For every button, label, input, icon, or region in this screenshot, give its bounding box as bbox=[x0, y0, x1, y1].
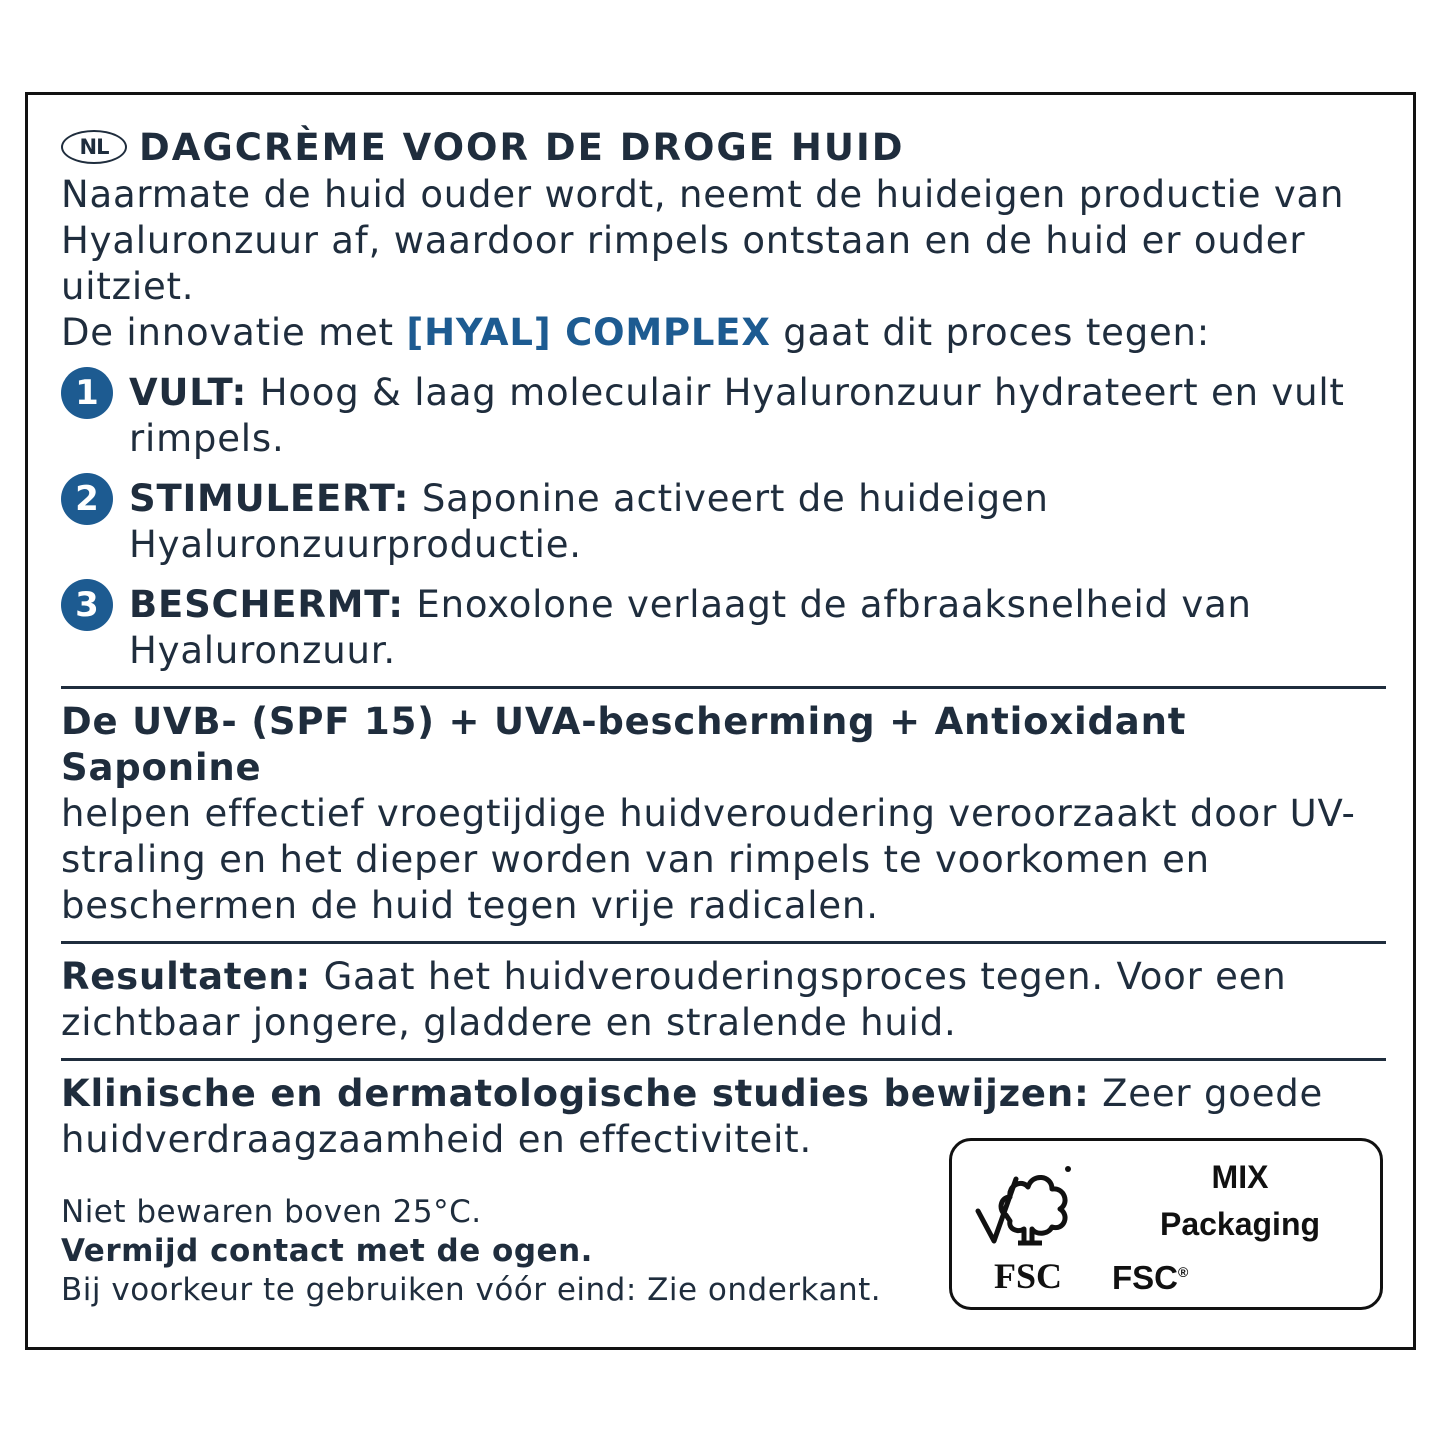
divider bbox=[61, 1058, 1386, 1061]
registered-mark: ® bbox=[1178, 1264, 1189, 1280]
label-content bbox=[61, 122, 1391, 1163]
step-description: Hoog & laag moleculair Hyaluronzuur hydrateert en vult rimpels. bbox=[129, 371, 1345, 460]
divider bbox=[61, 686, 1386, 689]
fsc-logo-text: FSC bbox=[994, 1256, 1063, 1296]
title-row bbox=[61, 122, 1391, 172]
eye-warning: Vermijd contact met de ogen. bbox=[61, 1233, 593, 1269]
step-text bbox=[129, 476, 1379, 568]
step-label: VULT: bbox=[129, 371, 248, 414]
fsc-certification-box bbox=[949, 1138, 1383, 1310]
innovation-prefix: De innovatie met bbox=[61, 311, 407, 354]
step-item bbox=[61, 476, 1391, 568]
storage-note: Niet bewaren boven 25°C. bbox=[61, 1194, 482, 1230]
results-text bbox=[61, 954, 1391, 1046]
step-item bbox=[61, 582, 1391, 674]
step-description: Enoxolone verlaagt de afbraaksnelheid van Hyaluronzuur. bbox=[129, 583, 1252, 672]
results-description: Gaat het huidverouderingsproces tegen. Voor een zichtbaar jongere, gladdere en stralende huid. bbox=[61, 955, 1287, 1044]
fsc-mix-label: MIX bbox=[1211, 1159, 1269, 1195]
fsc-tree-check-icon bbox=[972, 1159, 1082, 1254]
product-title: DAGCRÈME VOOR DE DROGE HUID bbox=[139, 125, 905, 169]
step-text bbox=[129, 370, 1379, 462]
language-badge: NL bbox=[61, 130, 127, 164]
step-item bbox=[61, 370, 1391, 462]
footer-notes bbox=[61, 1193, 881, 1310]
step-number-badge: 1 bbox=[61, 367, 113, 419]
step-number-badge: 2 bbox=[61, 473, 113, 525]
innovation-line bbox=[61, 310, 1391, 356]
step-label: BESCHERMT: bbox=[129, 583, 404, 626]
intro-text: Naarmate de huid ouder wordt, neemt de huideigen productie van Hyaluronzuur af, waardoor rimpels ontstaan en de huid er ouder uitziet. bbox=[61, 173, 1345, 308]
fsc-packaging-label: Packaging bbox=[1159, 1206, 1321, 1242]
step-number-badge: 3 bbox=[61, 579, 113, 631]
studies-description: Zeer goede huidverdraagzaamheid en effectiviteit. bbox=[61, 1072, 1324, 1161]
hyal-complex-highlight: [HYAL] COMPLEX bbox=[406, 311, 771, 354]
step-text bbox=[129, 582, 1379, 674]
protection-heading: De UVB- (SPF 15) + UVA-bescherming + Antioxidant Saponine bbox=[61, 700, 1187, 789]
results-label: Resultaten: bbox=[61, 955, 312, 998]
fsc-label bbox=[1150, 1155, 1330, 1249]
innovation-suffix: gaat dit proces tegen: bbox=[770, 311, 1211, 354]
step-label: STIMULEERT: bbox=[129, 477, 410, 520]
fsc-brand-text: FSC bbox=[1112, 1259, 1178, 1296]
best-before-note: Bij voorkeur te gebruiken vóór eind: Zie onderkant. bbox=[61, 1272, 882, 1308]
protection-text: helpen effectief vroegtijdige huidveroudering veroorzaakt door UV-straling en het dieper worden van rimpels te voorkomen en beschermen de huid tegen vrije radicalen. bbox=[61, 792, 1356, 927]
step-description: Saponine activeert de huideigen Hyaluronzuurproductie. bbox=[129, 477, 1049, 566]
fsc-brand bbox=[1112, 1259, 1188, 1297]
studies-label: Klinische en dermatologische studies bewijzen: bbox=[61, 1072, 1090, 1115]
divider bbox=[61, 941, 1386, 944]
